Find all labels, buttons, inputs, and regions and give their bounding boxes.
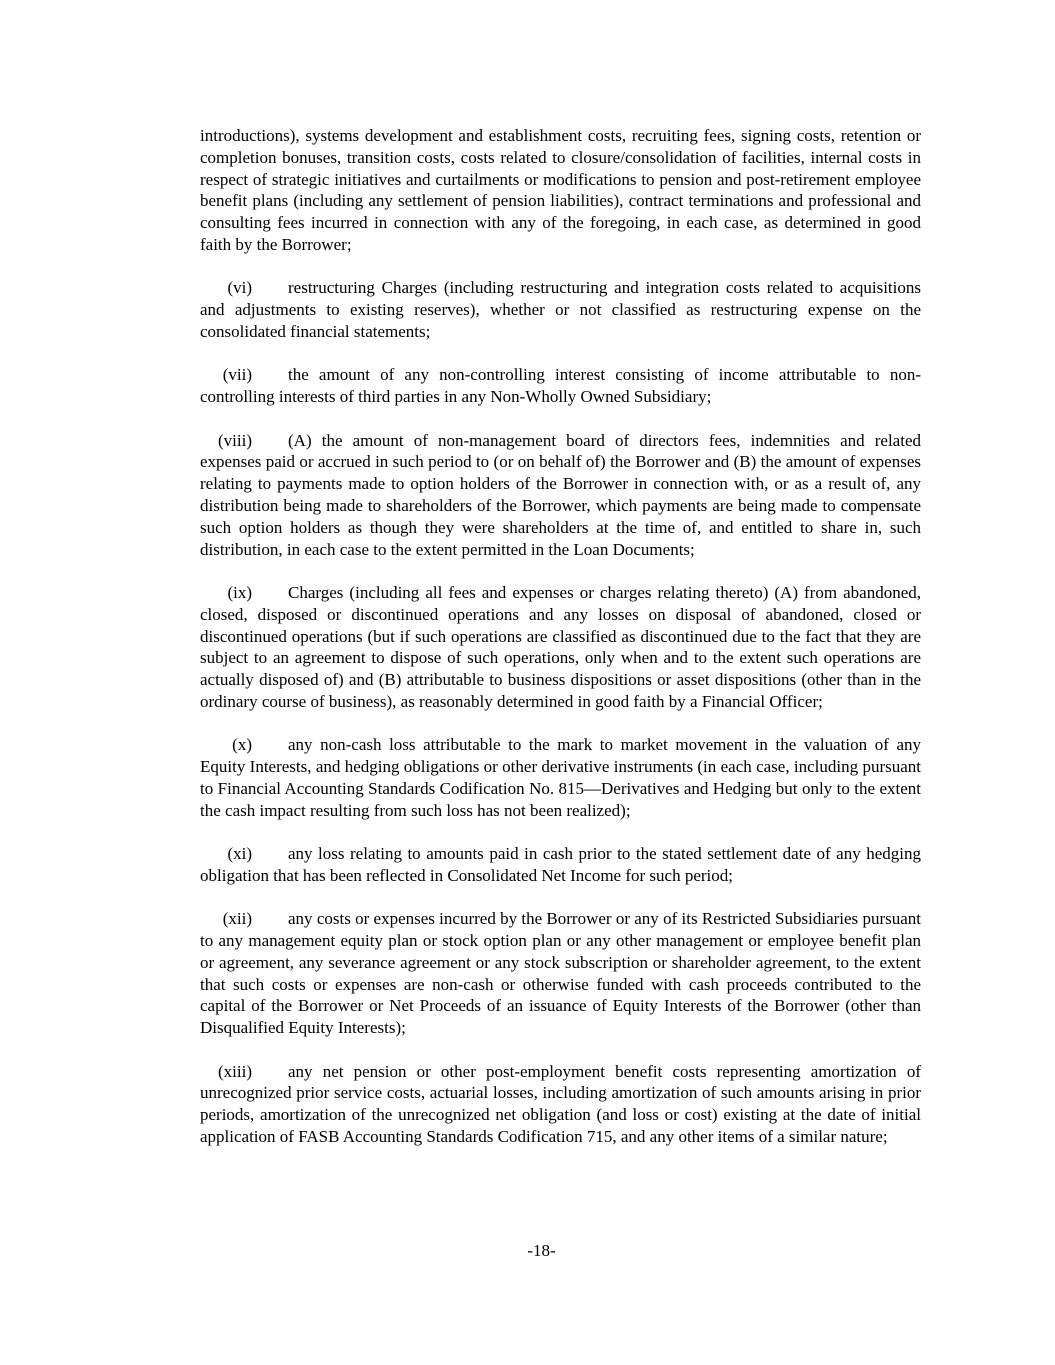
clause-text: any costs or expenses incurred by the Borrower or any of its Restricted Subsidiaries pursuant to any management equity plan or stock option plan or any other management or employee benefit plan or agreement, any severance agreement or any stock subscription or shareholder agreement, to the extent that such costs or expenses are non-cash or otherwise funded with cash proceeds contributed to the capital of the Borrower or Net Proceeds of an issuance of Equity Interests of the Borrower (other than Disqualified Equity Interests);	[200, 909, 921, 1038]
clause-number: (vii)	[222, 365, 252, 385]
clause-number: (xiii)	[218, 1061, 252, 1081]
clause-text: restructuring Charges (including restructuring and integration costs related to acquisitions and adjustments to existing reserves), whether or not classified as restructuring expense on the consolidated financial statements;	[200, 278, 921, 341]
clause-text: any non-cash loss attributable to the mark to market movement in the valuation of any Equity Interests, and hedging obligations or other derivative instruments (in each case, including pursuant to Financial Accounting Standards Codification No. 815—Derivatives and Hedging but only to the extent the cash impact resulting from such loss has not been realized);	[200, 735, 921, 820]
clause-xi	[200, 843, 921, 887]
clause-number: (xi)	[227, 844, 252, 864]
page-number: -18-	[527, 1241, 556, 1260]
clause-text: any net pension or other post-employment benefit costs representing amortization of unrecognized prior service costs, actuarial losses, including amortization of such amounts arising in prior periods, amortization of the unrecognized net obligation (and loss or cost) existing at the date of initial application of FASB Accounting Standards Codification 715, and any other items of a similar nature;	[200, 1061, 921, 1147]
clause-text: the amount of any non-controlling interest consisting of income attributable to non-controlling interests of third parties in any Non-Wholly Owned Subsidiary;	[200, 365, 921, 407]
clause-ix	[200, 582, 921, 713]
continuation-paragraph: introductions), systems development and establishment costs, recruiting fees, signing costs, retention or completion bonuses, transition costs, costs related to closure/consolidation of facilities, internal costs in respect of strategic initiatives and curtailments or modifications to pension and post-retirement employee benefit plans (including any settlement of pension liabilities), contract terminations and professional and consulting fees incurred in connection with any of the foregoing, in each case, as determined in good faith by the Borrower;	[200, 126, 921, 254]
clause-number: (x)	[232, 735, 252, 755]
clause-number: (xii)	[222, 909, 252, 929]
clause-number: (ix)	[227, 582, 252, 602]
clause-number: (viii)	[218, 430, 252, 450]
clause-x	[200, 734, 921, 821]
clause-vi	[200, 277, 921, 342]
document-page	[200, 125, 921, 1169]
clause-text: (A) the amount of non-management board of directors fees, indemnities and related expenses paid or accrued in such period to (or on behalf of) the Borrower and (B) the amount of expenses relating to payments made to option holders of the Borrower in connection with, or as a result of, any distribution being made to shareholders of the Borrower, which payments are being made to compensate such option holders as though they were shareholders at the time of, and entitled to share in, such distribution, in each case to the extent permitted in the Loan Documents;	[200, 430, 921, 559]
clause-xiii	[200, 1061, 921, 1148]
clause-text: any loss relating to amounts paid in cash prior to the stated settlement date of any hedging obligation that has been reflected in Consolidated Net Income for such period;	[200, 844, 921, 885]
clause-number: (vi)	[227, 278, 252, 298]
clause-viii	[200, 430, 921, 561]
clause-xii	[200, 908, 921, 1039]
clause-vii	[200, 364, 921, 408]
clause-text: Charges (including all fees and expenses or charges relating thereto) (A) from abandoned, closed, disposed or discontinued operations and any losses on disposal of abandoned, closed or discontinued operations (but if such operations are classified as discontinued due to the fact that they are subject to an agreement to dispose of such operations, only when and to the extent such operations are actually disposed of) and (B) attributable to business dispositions or asset dispositions (other than in the ordinary course of business), as reasonably determined in good faith by a Financial Officer;	[200, 582, 921, 711]
